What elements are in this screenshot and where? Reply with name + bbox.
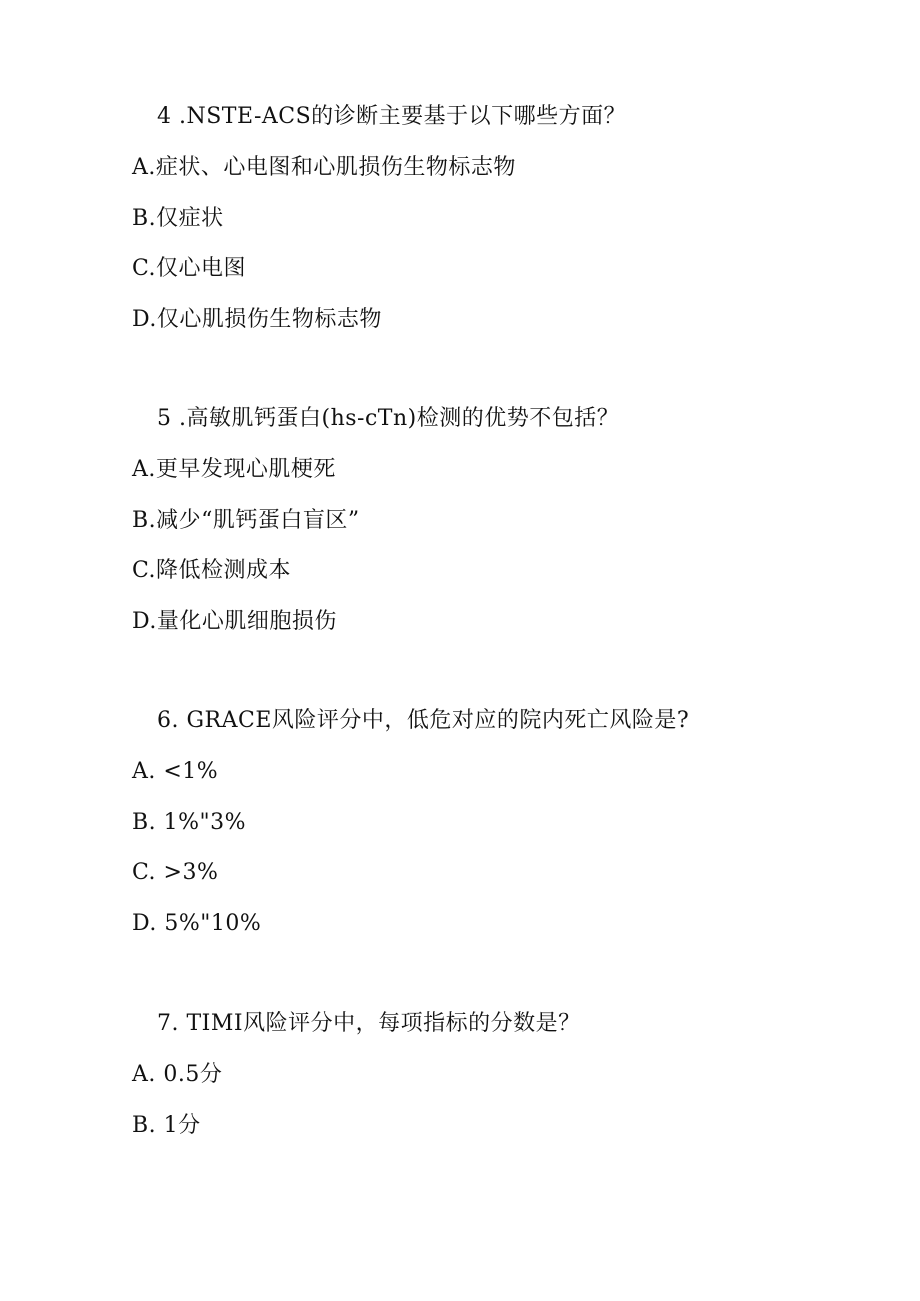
option-c: C.降低检测成本 xyxy=(132,558,292,583)
option-d: D.仅心肌损伤生物标志物 xyxy=(132,307,382,332)
question-title: 7. TIMI风险评分中，每项指标的分数是？ xyxy=(157,1011,581,1036)
option-d: D. 5%"10% xyxy=(132,911,262,936)
option-b: B. 1%"3% xyxy=(132,810,247,835)
option-a: A. 0.5分 xyxy=(132,1062,223,1087)
question-title: 4 .NSTE-ACS的诊断主要基于以下哪些方面？ xyxy=(157,104,627,129)
question-title: 5 .高敏肌钙蛋白(hs-cTn)检测的优势不包括？ xyxy=(157,406,620,431)
option-c: C. >3% xyxy=(132,860,219,885)
option-b: B.仅症状 xyxy=(132,206,224,231)
option-b: B. 1分 xyxy=(132,1113,201,1138)
option-d: D.量化心肌细胞损伤 xyxy=(132,609,337,634)
option-a: A. <1% xyxy=(132,759,219,784)
option-a: A.更早发现心肌梗死 xyxy=(132,457,336,482)
question-title: 6. GRACE风险评分中，低危对应的院内死亡风险是? xyxy=(157,708,690,733)
option-b: B.减少“肌钙蛋白盲区” xyxy=(132,508,360,533)
option-c: C.仅心电图 xyxy=(132,256,247,281)
option-a: A.症状、心电图和心肌损伤生物标志物 xyxy=(132,155,516,180)
